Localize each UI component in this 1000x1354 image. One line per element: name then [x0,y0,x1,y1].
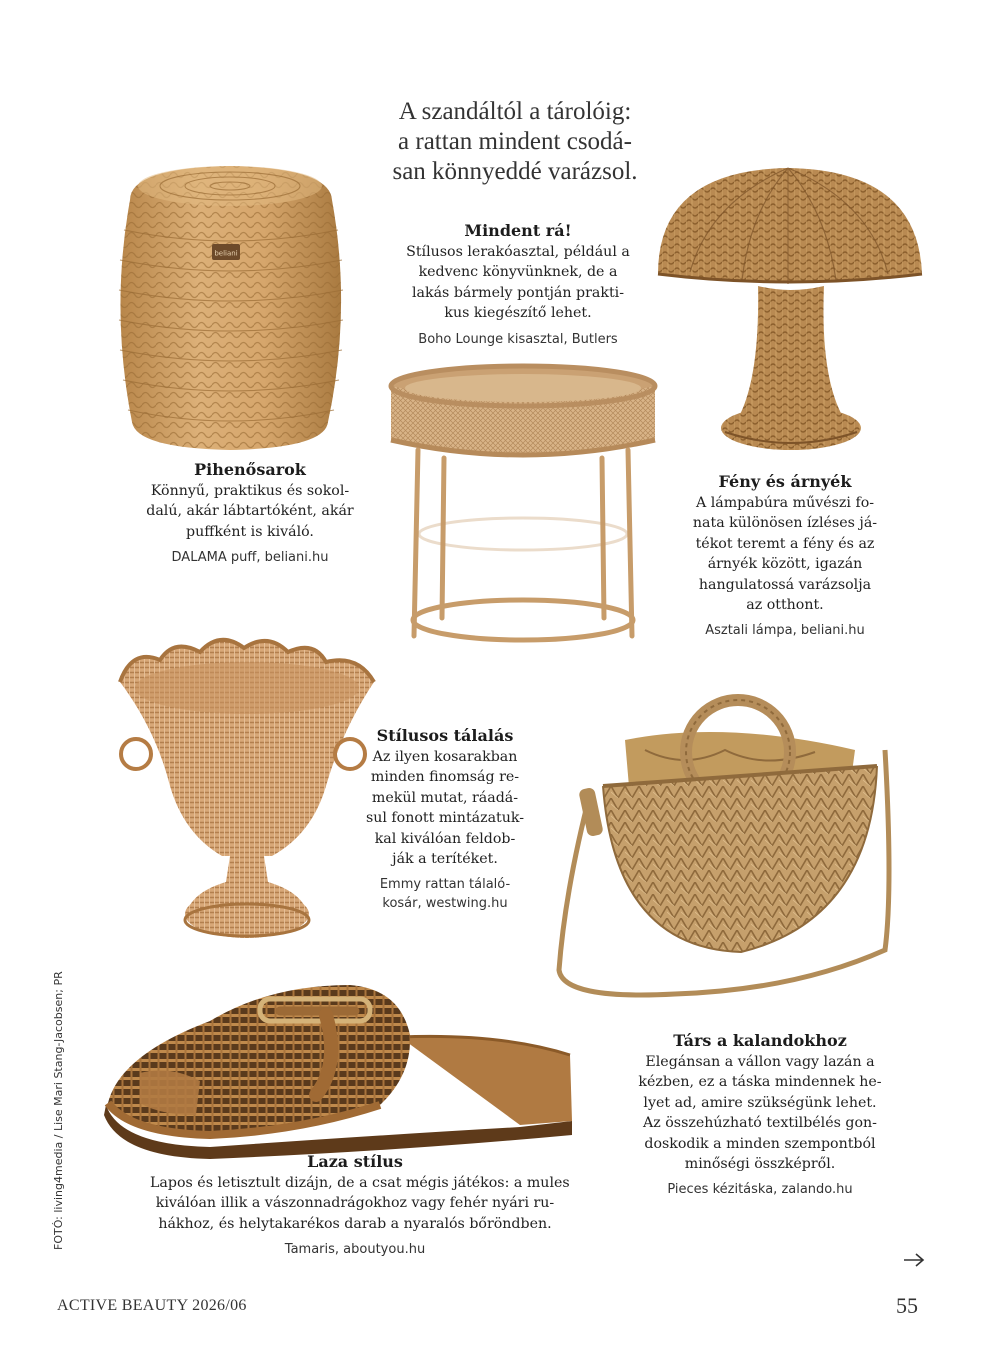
mule-title: Laza stílus [307,1152,403,1171]
pouf-title: Pihenősarok [194,460,306,479]
intro-line: a rattan mindent csodá- [398,128,632,155]
table-body-line: Stílusos lerakóasztal, például a [406,244,630,260]
mule-photo [100,975,580,1160]
arrow-right-icon[interactable] [903,1252,925,1268]
basket-body-line: mekül mutat, ráadá- [371,789,519,806]
bag-caption [600,1030,920,1199]
bag-title: Társ a kalandokhoz [673,1031,847,1050]
bag-body-line: kézben, ez a táska mindennek he- [638,1074,882,1091]
table-title: Mindent rá! [464,221,572,240]
table-credit [363,330,673,349]
lamp-body-line: tékot teremt a fény és az [695,535,875,552]
pouf-tag-text: beliani [214,249,238,258]
bag-credit-line: Pieces kézitáska, zalando.hu [667,1182,853,1198]
mule-credit [150,1240,560,1259]
lamp-caption [640,471,930,640]
bag-photo [555,690,900,1010]
mule-body-line: Lapos és letisztult dizájn, de a csat mégis játékos: a mules [150,1175,570,1191]
bag-body-line: lyet ad, amire szükségünk lehet. [643,1094,877,1111]
lamp-body-line: A lámpabúra művészi fo- [695,495,875,511]
basket-body-line: Az ilyen kosarakban [372,749,518,765]
mule-caption [150,1151,570,1259]
basket-body-line: kal kiválóan feldob- [374,830,516,847]
basket-body-line: ják a terítéket. [392,851,498,868]
lamp-body [640,493,930,615]
lamp-body-line: árnyék között, igazán [707,556,863,573]
table-credit-line: Boho Lounge kisasztal, Butlers [418,331,618,347]
table-body [363,242,673,324]
table-caption [363,220,673,349]
basket-credit [330,875,560,913]
bag-body-line: Az összehúzható textilbélés gon- [643,1115,877,1132]
bag-body [600,1052,920,1174]
mule-body-line: kiválóan illik a vászonnadrágokhoz vagy fehér nyári ru- [155,1195,555,1212]
photo-credit: FOTÓ: living4media / Lise Mari Stang-Jacobsen; PR [52,971,65,1250]
lamp-title: Fény és árnyék [718,472,852,491]
table-body-line: lakás bármely pontján prakti- [412,284,624,301]
basket-title: Stílusos tálalás [376,726,514,745]
lamp-photo [650,162,930,462]
pouf-caption [100,459,400,567]
table-photo [378,358,668,658]
bag-body-line: minőségi összképről. [684,1156,836,1173]
pouf-body-line: puffként is kiváló. [186,523,314,540]
pouf-credit-line: DALAMA puff, beliani.hu [171,550,329,566]
bag-body-line: Elegánsan a vállon vagy lazán a [645,1054,875,1070]
bag-body-line: doskodik a minden szempontból [644,1135,876,1152]
mule-body [150,1173,570,1234]
basket-body-line: minden finomság re- [370,769,520,786]
basket-body-line: sul fonott mintázatuk- [365,810,525,827]
basket-body [330,747,560,869]
intro-line: san könnyeddé varázsol. [392,158,638,185]
pouf-body-line: dalú, akár lábtartóként, akár [146,503,354,520]
basket-caption [330,725,560,913]
page-number: 55 [896,1293,918,1318]
lamp-body-line: nata különösen ízléses já- [692,515,878,532]
intro-headline [360,97,670,187]
intro-line: A szandáltól a tárolóig: [398,98,632,125]
pouf-photo [100,160,360,460]
bag-credit [600,1180,920,1199]
basket-credit-line: Emmy rattan tálaló- [379,877,511,893]
basket-credit-line: kosár, westwing.hu [382,896,508,912]
lamp-body-line: hangulatossá varázsolja [698,576,872,593]
pouf-body-line: Könnyű, praktikus és sokol- [150,483,350,499]
mule-body-line: hákhoz, és helytakarékos darab a nyaralós bőröndben. [158,1215,552,1232]
pouf-body [100,481,400,542]
table-body-line: kus kiegészítő lehet. [444,305,592,322]
lamp-credit-line: Asztali lámpa, beliani.hu [705,623,865,639]
lamp-credit [640,621,930,640]
lamp-body-line: az otthont. [746,597,824,614]
mule-credit-line: Tamaris, aboutyou.hu [284,1242,426,1258]
pouf-credit [100,548,400,567]
magazine-footer: ACTIVE BEAUTY 2026/06 [57,1297,247,1314]
table-body-line: kedvenc könyvünknek, de a [418,264,618,281]
